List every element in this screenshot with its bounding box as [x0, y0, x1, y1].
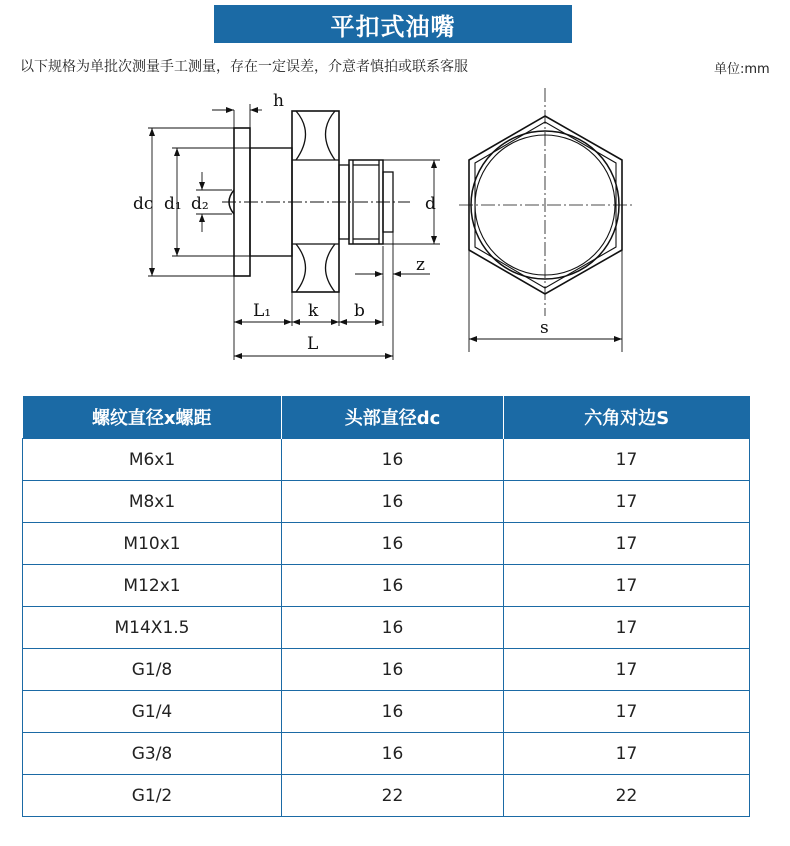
table-row	[23, 565, 750, 607]
technical-drawing	[0, 80, 790, 380]
table-row	[23, 481, 750, 523]
cell-thread: G1/2	[23, 775, 282, 817]
table-row	[23, 649, 750, 691]
table-row	[23, 523, 750, 565]
cell-thread: G1/4	[23, 691, 282, 733]
header-thread-size: 螺纹直径x螺距	[23, 396, 282, 439]
cell-thread: M10x1	[23, 523, 282, 565]
cell-thread: M12x1	[23, 565, 282, 607]
cell-s: 17	[504, 565, 750, 607]
spec-table	[22, 396, 750, 817]
label-z: z	[416, 255, 425, 275]
cell-s: 17	[504, 691, 750, 733]
cell-dc: 16	[282, 481, 504, 523]
label-b: b	[354, 301, 365, 321]
header-hex-width: 六角对边S	[504, 396, 750, 439]
table-row	[23, 439, 750, 481]
table-row	[23, 775, 750, 817]
label-dc: dc	[133, 194, 154, 214]
label-d: d	[425, 194, 436, 214]
cell-s: 17	[504, 523, 750, 565]
cell-dc: 16	[282, 691, 504, 733]
label-s: s	[540, 318, 549, 338]
cell-s: 17	[504, 649, 750, 691]
cell-dc: 16	[282, 439, 504, 481]
cell-dc: 22	[282, 775, 504, 817]
unit-label: 单位:mm	[714, 62, 770, 77]
cell-s: 17	[504, 481, 750, 523]
table-row	[23, 691, 750, 733]
table-header-row	[23, 396, 750, 439]
label-d1: d₁	[164, 194, 182, 214]
cell-s: 17	[504, 607, 750, 649]
page-title: 平扣式油嘴	[214, 5, 572, 43]
label-d2: d₂	[191, 194, 209, 214]
cell-thread: G3/8	[23, 733, 282, 775]
cell-thread: M14X1.5	[23, 607, 282, 649]
label-L1: L₁	[253, 301, 272, 321]
cell-thread: G1/8	[23, 649, 282, 691]
cell-dc: 16	[282, 523, 504, 565]
cell-thread: M8x1	[23, 481, 282, 523]
cell-s: 22	[504, 775, 750, 817]
cell-dc: 16	[282, 565, 504, 607]
cell-dc: 16	[282, 733, 504, 775]
label-L: L	[307, 334, 319, 354]
label-h: h	[273, 91, 284, 111]
header-head-diameter: 头部直径dc	[282, 396, 504, 439]
cell-s: 17	[504, 733, 750, 775]
cell-s: 17	[504, 439, 750, 481]
label-k: k	[308, 301, 319, 321]
cell-thread: M6x1	[23, 439, 282, 481]
table-row	[23, 733, 750, 775]
table-row	[23, 607, 750, 649]
cell-dc: 16	[282, 607, 504, 649]
measurement-note: 以下规格为单批次测量手工测量，存在一定误差，介意者慎拍或联系客服	[20, 59, 468, 75]
cell-dc: 16	[282, 649, 504, 691]
